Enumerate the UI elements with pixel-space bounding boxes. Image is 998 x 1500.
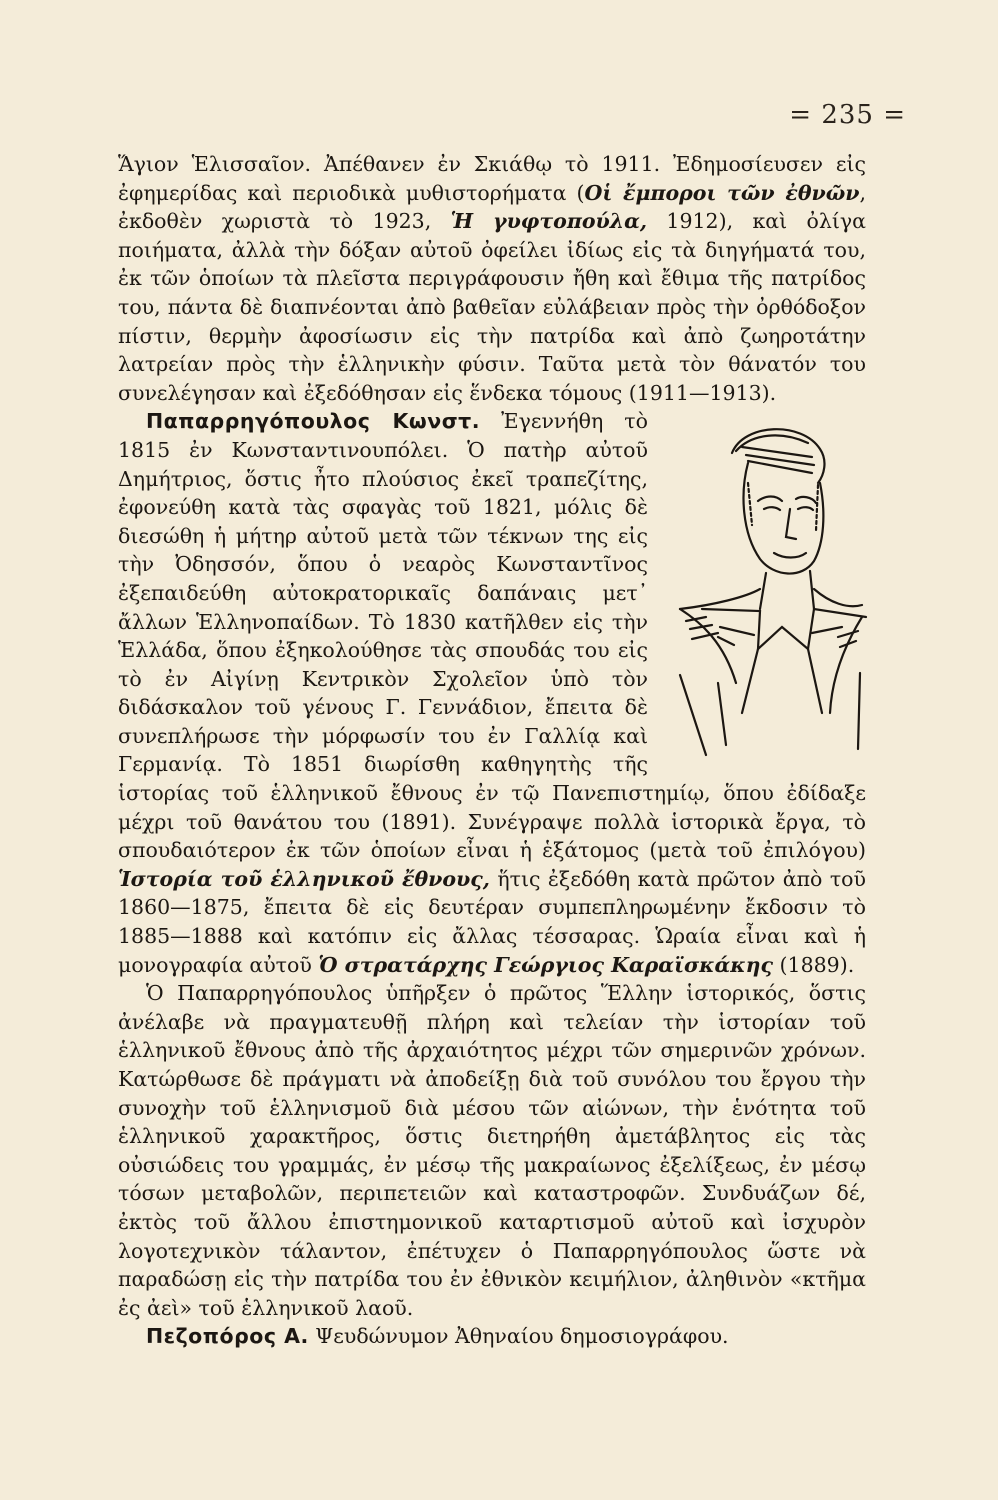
entry-paparrigopoulos [118,407,866,979]
paragraph-assessment: Ὁ Παπαρρηγόπουλος ὑπῆρξεν ὁ πρῶτος Ἕλλην ἱστορικός, ὅστις ἀνέλαβε νὰ πραγματευθῇ πλήρη καὶ τελείαν τὴν ἱστορίαν τοῦ ἑλληνικοῦ ἔθνους ἀπὸ τῆς ἀρχαιότητος μέχρι τῶν σημερινῶν χρόνων. Κατώρθωσε δὲ πράγματι νὰ ἀποδείξῃ διὰ τοῦ συνόλου του ἔργου τὴν συνοχὴν τοῦ ἑλληνισμοῦ διὰ μέσου τῶν αἰώνων, τὴν ἑνότητα τοῦ ἑλληνικοῦ χαρακτῆρος, ὅστις διετηρήθη ἀμετάβλητος εἰς τὰς οὐσιώδεις του γραμμάς, ἐν μέσῳ τῆς μακραίωνος ἐξελίξεως, ἐν μέσῳ τόσων μεταβολῶν, περιπετειῶν καὶ καταστροφῶν. Συνδυάζων δέ, ἐκτὸς τοῦ ἄλλου ἐπιστημονικοῦ καταρτισμοῦ αὐτοῦ καὶ ἰσχυρὸν λογοτεχνικὸν τάλαντον, ἐπέτυχεν ὁ Παπαρρηγόπουλος ὥστε νὰ παραδώσῃ εἰς τὴν πατρίδα του ἐν ἐθνικὸν κειμήλιον, ἀληθινὸν «κτῆμα ἐς ἀεὶ» τοῦ ἑλληνικοῦ λαοῦ. [118,981,866,1320]
entry-heading: Πεζοπόρος Α. [146,1324,309,1349]
entry-pezoporos [118,1322,866,1351]
text-run: Ἐγεννήθη τὸ 1815 ἐν Κωνσταντινουπόλει. Ὁ πατὴρ αὐτοῦ Δημήτριος, ὅστις ἦτο πλούσιος ἐκεῖ τραπεζίτης, ἐφονεύθη κατὰ τὰς σφαγὰς τοῦ 1821, μόλις δὲ διεσώθη ἡ μήτηρ αὐτοῦ μετὰ τῶν τέκνων της εἰς τὴν Ὀδησσόν, ὅπου ὁ νεαρὸς Κωνσταντῖνος ἐξεπαιδεύθη αὐτοκρατορικαῖς δαπάναις μετ᾿ ἄλλων Ἑλληνοπαίδων. Τὸ 1830 κατῆλθεν εἰς τὴν Ἑλλάδα, ὅπου ἐξηκολούθησε τὰς σπουδάς του εἰς τὸ ἐν Αἰγίνῃ Κεντρικὸν Σχολεῖον ὑπὸ τὸν διδάσκαλον τοῦ γένους Γ. Γεννάδιον, ἔπειτα δὲ συνεπλήρωσε τὴν μόρφωσίν του ἐν Γαλλίᾳ καὶ Γερμανίᾳ. Τὸ 1851 διωρίσθη καθηγητὴς τῆς ἱστορίας τοῦ ἑλληνικοῦ ἔθνους ἐν τῷ Πανεπιστημίῳ, ὅπου ἐδίδαξε μέχρι τοῦ θανάτου του (1891). Συνέγραψε πολλὰ ἱστορικὰ ἔργα, τὸ σπουδαιότερον ἐκ τῶν ὁποίων εἶναι ἡ ἑξάτομος (μετὰ τοῦ ἐπιλόγου) [118,409,866,863]
book-title: Ἡ γυφτοπούλα, [450,209,648,234]
page-body [118,150,866,1351]
text-run: 1912), καὶ ὀλίγα ποιήματα, ἀλλὰ τὴν δόξαν αὐτοῦ ὀφείλει ἰδίως εἰς τὰ διηγήματά του, ἐκ τῶν ὁποίων τὰ πλεῖστα περιγράφουσιν ἤθη καὶ ἔθιμα τῆς πατρίδος του, πάντα δὲ διαπνέονται ἀπὸ βαθεῖαν εὐλάβειαν πρὸς τὴν ὀρθόδοξον πίστιν, θερμὴν ἀφοσίωσιν εἰς τὴν πατρίδα καὶ ἀπὸ ζωηροτάτην λατρείαν πρὸς τὴν ἑλληνικὴν φύσιν. Ταῦτα μετὰ τὸν θάνατόν του συνελέγησαν καὶ ἐξεδόθησαν εἰς ἕνδεκα τόμους (1911—1913). [118,209,867,405]
paragraph-papadiamantis-end [118,150,866,407]
book-title: Οἱ ἔμποροι τῶν ἐθνῶν [584,180,860,205]
entry-heading: Παπαρρηγόπουλος Κωνστ. [146,409,481,434]
portrait-illustration [662,413,872,757]
portrait-sketch-icon [662,413,872,757]
book-title: Ἱστορία τοῦ ἑλληνικοῦ ἔθνους, [118,866,490,891]
text-run: Ψευδώνυμον Ἀθηναίου δημοσιογράφου. [308,1324,729,1349]
text-run: Ἅγιον Ἑλισσαῖον. Ἀπέθανεν ἐν Σκιάθῳ τὸ 1911. Ἐδημοσίευσεν εἰς ἐφημερίδας καὶ περιοδικὰ μυθιστορήματα ( [118,152,866,205]
text-run: , ἐκδοθὲν χωριστὰ τὸ 1923, [118,180,866,234]
text-run: (1889). [773,952,855,977]
text-run: ἥτις ἐξεδόθη κατὰ πρῶτον ἀπὸ τοῦ 1860—1875, ἔπειτα δὲ εἰς δευτέραν συμπεπληρωμένην ἔκδοσιν τὸ 1885—1888 καὶ κατόπιν εἰς ἄλλας τέσσαρας. Ὡραία εἶναι καὶ ἡ μονογραφία αὐτοῦ [118,866,866,977]
book-title: Ὁ στρατάρχης Γεώργιος Καραϊσκάκης [318,952,774,977]
page-number: = 235 = [789,100,906,130]
